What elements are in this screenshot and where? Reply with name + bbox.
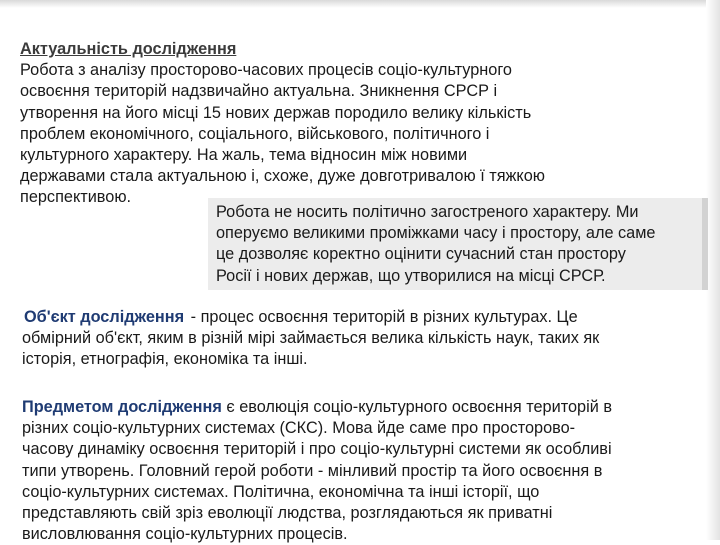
relevance-heading: Актуальність дослідження [20,40,237,58]
relevance-section [20,39,580,209]
relevance-line: державами стала актуальною і, схоже, дуже довготривалою ї тяжкою [20,167,545,186]
object-first-line-text: - процес освоєння територій в різних культурах. Це [186,308,578,326]
slide-top-edge [0,0,720,8]
relevance-line: утворення на його місці 15 нових держав породило велику кількість [20,103,532,122]
subject-line: часову динаміку освоєння територій і про соціо-культурні системи як особливі [22,440,612,459]
object-label: Об'єкт дослідження [24,308,185,326]
relevance-line: Робота з аналізу просторово-часових процесів соціо-культурного [20,61,512,80]
relevance-line: проблем економічного, соціального, військового, політичного і [20,124,490,143]
relevance-line: перспективою. [20,188,132,207]
subject-line: різних соціо-культурних системах (СКС). Мова йде саме про просторово- [22,419,576,438]
subject-first-line [22,397,692,418]
object-line: обмірний об'єкт, яким в різній мірі займається велика кількість наук, таких як [22,329,600,348]
note-line: Росії і нових держав, що утворилися на місці СРСР. [216,266,606,285]
subject-section [22,397,692,545]
note-box [208,198,708,290]
subject-label: Предметом дослідження [22,398,222,416]
object-line: історія, етнографія, економіка та інші. [22,350,308,369]
note-line: оперуємо великими проміжками часу і простору, але саме [216,224,656,243]
slide-right-edge [706,0,720,540]
relevance-line: освоєння територій надзвичайно актуальна. Зникнення СРСР і [20,82,498,101]
subject-line: висловлювання соціо-культурних процесів. [22,525,348,544]
note-line: це дозволяє коректно оцінити сучасний стан простору [216,245,626,264]
subject-line: соціо-культурних системах. Політична, економічна та інші історії, що [22,482,540,501]
subject-line: представляють свій зріз еволюції людства, розглядаються як приватні [22,504,553,523]
object-section [22,307,682,371]
object-first-line [22,307,682,328]
subject-line: типи утворень. Головний герой роботи - мінливий простір та його освоєння в [22,461,603,480]
relevance-line: культурного характеру. На жаль, тема відносин між новими [20,146,468,165]
subject-first-line-text: є еволюція соціо-культурного освоєння територій в [221,398,612,416]
note-line: Робота не носить політично загостреного характеру. Ми [216,203,639,221]
